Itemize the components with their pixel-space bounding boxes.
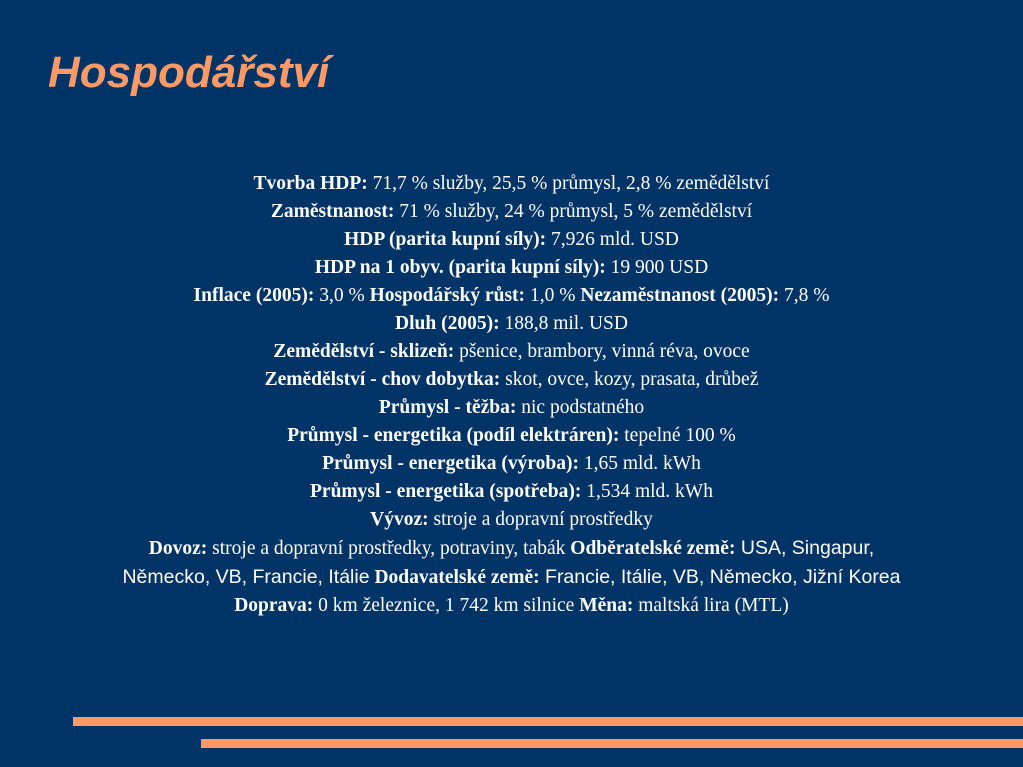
field-label: Doprava: [234, 595, 314, 616]
field-value: maltská lira (MTL) [633, 595, 789, 616]
field-label: Odběratelské země: [570, 538, 736, 559]
field-value: skot, ovce, kozy, prasata, drůbež [500, 369, 759, 390]
content-line [0, 226, 1023, 254]
field-label: Tvorba HDP: [253, 173, 368, 194]
field-label: HDP (parita kupní síly): [344, 229, 547, 250]
content-line [0, 478, 1023, 506]
field-label: Měna: [579, 595, 634, 616]
field-label: Nezaměstnanost (2005): [580, 285, 780, 306]
content-line [0, 534, 1023, 563]
content-line [0, 282, 1023, 310]
content-line [0, 254, 1023, 282]
field-label: Inflace (2005): [193, 285, 315, 306]
field-value: stroje a dopravní prostředky [428, 509, 653, 530]
field-value: 0 km železnice, 1 742 km silnice [313, 595, 580, 616]
field-label: Zemědělství - chov dobytka: [264, 369, 501, 390]
field-value: 71,7 % služby, 25,5 % průmysl, 2,8 % zemědělství [367, 173, 770, 194]
field-value: 19 900 USD [605, 257, 709, 278]
field-value: 3,0 % [314, 285, 370, 306]
field-label: Dluh (2005): [395, 313, 500, 334]
content-line [0, 394, 1023, 422]
field-value: 7,8 % [779, 285, 830, 306]
field-value: 7,926 mld. USD [546, 229, 679, 250]
field-value: 1,0 % [525, 285, 581, 306]
content-line [0, 592, 1023, 620]
field-label: Průmysl - energetika (spotřeba): [310, 481, 582, 502]
content-line [0, 366, 1023, 394]
field-label: Dodavatelské země: [374, 567, 540, 588]
field-value: Francie, Itálie, VB, Německo, Jižní Korea [539, 566, 901, 588]
slide-content [0, 170, 1023, 620]
field-value: nic podstatného [516, 397, 645, 418]
content-line [0, 506, 1023, 534]
decorative-bar-top [73, 717, 1023, 726]
field-value: tepelné 100 % [619, 425, 736, 446]
field-value: 1,65 mld. kWh [579, 453, 701, 474]
content-line [0, 310, 1023, 338]
field-value: 71 % služby, 24 % průmysl, 5 % zemědělství [394, 201, 753, 222]
field-value: stroje a dopravní prostředky, potraviny, tabák [207, 538, 571, 559]
content-line [0, 422, 1023, 450]
field-value: Německo, VB, Francie, Itálie [122, 566, 370, 588]
field-label: Zaměstnanost: [270, 201, 395, 222]
content-line [0, 450, 1023, 478]
field-label: Průmysl - energetika (výroba): [322, 453, 579, 474]
field-label: Zemědělství - sklizeň: [273, 341, 455, 362]
slide-title: Hospodářství [48, 48, 330, 97]
field-label: Dovoz: [148, 538, 208, 559]
content-line [0, 170, 1023, 198]
content-line [0, 198, 1023, 226]
content-line [0, 338, 1023, 366]
field-label: Hospodářský růst: [369, 285, 526, 306]
field-value: 188,8 mil. USD [499, 313, 628, 334]
decorative-bar-bottom [201, 739, 1023, 748]
field-label: HDP na 1 obyv. (parita kupní síly): [314, 257, 606, 278]
field-label: Průmysl - těžba: [378, 397, 517, 418]
content-line [0, 563, 1023, 592]
field-label: Vývoz: [370, 509, 429, 530]
field-value: 1,534 mld. kWh [581, 481, 713, 502]
field-label: Průmysl - energetika (podíl elektráren): [287, 425, 620, 446]
field-value: USA, Singapur, [735, 537, 875, 559]
field-value: pšenice, brambory, vinná réva, ovoce [454, 341, 750, 362]
